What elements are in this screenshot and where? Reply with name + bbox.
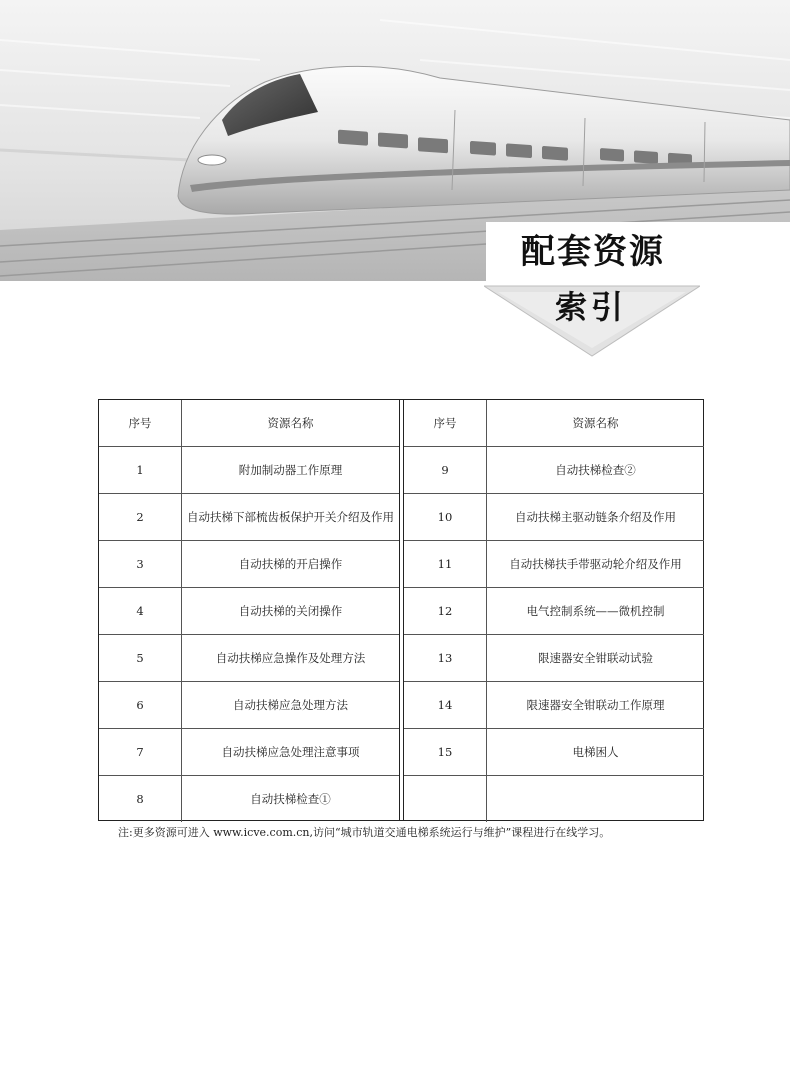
row-name: 附加制动器工作原理 bbox=[182, 447, 400, 494]
row-name: 自动扶梯检查① bbox=[250, 792, 331, 806]
row-no: 2 bbox=[99, 494, 182, 541]
row-no: 10 bbox=[404, 494, 487, 541]
footnote: 注:更多资源可进入 www.icve.com.cn,访问“城市轨道交通电梯系统运行与维护”课程进行在线学习。 bbox=[118, 826, 611, 839]
row-no: 3 bbox=[99, 541, 182, 588]
table-row bbox=[404, 494, 704, 541]
header-name: 资源名称 bbox=[182, 400, 400, 447]
row-no: 11 bbox=[404, 541, 487, 588]
row-no: 1 bbox=[99, 447, 182, 494]
table-header-row bbox=[99, 400, 399, 447]
table-right-half bbox=[403, 400, 704, 820]
row-name: 自动扶梯应急处理注意事项 bbox=[182, 729, 400, 776]
resource-index-table bbox=[98, 399, 704, 821]
table-row bbox=[404, 588, 704, 635]
table-row bbox=[99, 541, 399, 588]
row-no: 5 bbox=[99, 635, 182, 682]
row-name: 限速器安全钳联动试验 bbox=[487, 635, 705, 682]
table-row bbox=[99, 588, 399, 635]
table-row bbox=[404, 729, 704, 776]
row-name: 自动扶梯主驱动链条介绍及作用 bbox=[487, 494, 705, 541]
row-no: 15 bbox=[404, 729, 487, 776]
row-no: 13 bbox=[404, 635, 487, 682]
header-name: 资源名称 bbox=[487, 400, 705, 447]
table-row bbox=[404, 635, 704, 682]
row-name: 限速器安全钳联动工作原理 bbox=[487, 682, 705, 729]
row-name: 自动扶梯的开启操作 bbox=[182, 541, 400, 588]
table-left-half bbox=[99, 400, 400, 820]
table-row bbox=[404, 682, 704, 729]
row-name: 自动扶梯下部梳齿板保护开关介绍及作用 bbox=[182, 494, 400, 541]
row-no: 12 bbox=[404, 588, 487, 635]
row-name: 自动扶梯应急操作及处理方法 bbox=[182, 635, 400, 682]
row-name: 自动扶梯的关闭操作 bbox=[182, 588, 400, 635]
row-name: 自动扶梯扶手带驱动轮介绍及作用 bbox=[487, 541, 705, 588]
table-header-row bbox=[404, 400, 704, 447]
table-row bbox=[99, 635, 399, 682]
table-row bbox=[404, 776, 704, 823]
row-no: 7 bbox=[99, 729, 182, 776]
header-no: 序号 bbox=[404, 400, 487, 447]
row-no bbox=[404, 776, 487, 823]
header-no: 序号 bbox=[99, 400, 182, 447]
row-name: 自动扶梯应急处理方法 bbox=[182, 682, 400, 729]
table-row bbox=[404, 447, 704, 494]
table-row bbox=[99, 494, 399, 541]
row-name: 自动扶梯检查② bbox=[487, 447, 705, 494]
table-outer-border bbox=[98, 399, 704, 821]
row-no: 6 bbox=[99, 682, 182, 729]
row-no: 8 bbox=[99, 776, 182, 823]
row-no: 4 bbox=[99, 588, 182, 635]
table-row bbox=[99, 447, 399, 494]
table-row bbox=[99, 682, 399, 729]
section-subtitle: 索引 bbox=[554, 288, 627, 326]
section-title: 配套资源 bbox=[521, 232, 665, 272]
table-row bbox=[99, 729, 399, 776]
row-name: 电气控制系统——微机控制 bbox=[487, 588, 705, 635]
row-no: 9 bbox=[404, 447, 487, 494]
row-name: 电梯困人 bbox=[487, 729, 705, 776]
row-name bbox=[487, 776, 705, 823]
table-row bbox=[404, 541, 704, 588]
row-no: 14 bbox=[404, 682, 487, 729]
table-row bbox=[99, 776, 399, 823]
